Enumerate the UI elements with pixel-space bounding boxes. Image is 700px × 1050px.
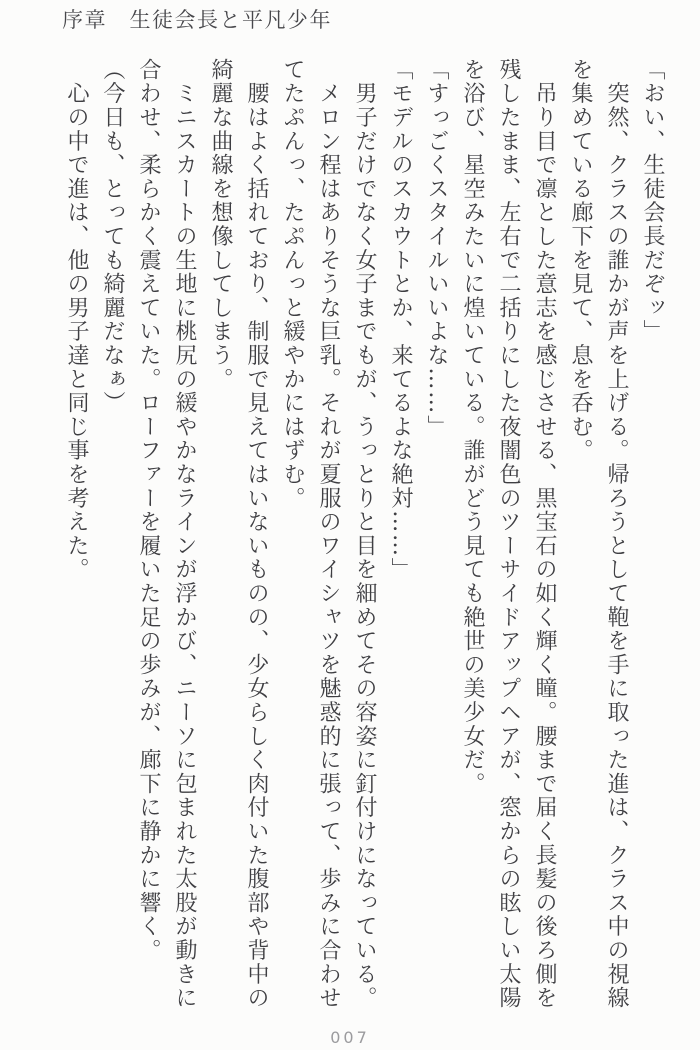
text-line: 綺麗な曲線を想像してしまう。 (208, 58, 233, 392)
page-number: 007 (330, 1028, 370, 1047)
text-line: 残したまま、左右で二括りにした夜闇色のツーサイドアップヘアが、窓からの眩しい太陽 (496, 58, 521, 1010)
vertical-text-body (58, 58, 670, 1020)
text-line: てたぷんっ、たぷんっと緩やかにはずむ。 (280, 58, 305, 511)
text-line: を浴び、星空みたいに煌いている。誰がどう見ても絶世の美少女だ。 (460, 58, 485, 796)
text-line: 合わせ、柔らかく震えていた。ローファーを履いた足の歩みが、廊下に静かに響く。 (136, 58, 161, 963)
text-line: を集めている廊下を見て、息を呑む。 (568, 58, 593, 463)
text-line: 「すっごくスタイルいいよな……」 (424, 58, 449, 439)
text-line: メロン程はありそうな巨乳。それが夏服のワイシャツを魅惑的に張って、歩みに合わせ (316, 58, 341, 1010)
text-line: ミニスカートの生地に桃尻の緩やかなラインが浮かび、ニーソに包まれた太股が動きに (172, 58, 197, 1010)
text-line: 腰はよく括れており、制服で見えてはいないものの、少女らしく肉付いた腹部や背中の (244, 58, 269, 1010)
text-line: 吊り目で凛とした意志を感じさせる、黒宝石の如く輝く瞳。腰まで届く長髪の後ろ側を (532, 58, 557, 1010)
text-line: 「モデルのスカウトとか、来てるよな絶対……」 (388, 58, 413, 582)
text-line: 突然、クラスの誰かが声を上げる。帰ろうとして鞄を手に取った進は、クラス中の視線 (604, 58, 629, 1010)
chapter-header: 序章 生徒会長と平凡少年 (62, 8, 332, 32)
text-line: （今日も、とっても綺麗だなぁ） (100, 58, 125, 415)
text-line: 「おい、生徒会長だぞッ」 (640, 58, 665, 344)
text-line: 心の中で進は、他の男子達と同じ事を考えた。 (64, 58, 89, 582)
text-line: 男子だけでなく女子までもが、うっとりと目を細めてその容姿に釘付けになっている。 (352, 58, 377, 1010)
